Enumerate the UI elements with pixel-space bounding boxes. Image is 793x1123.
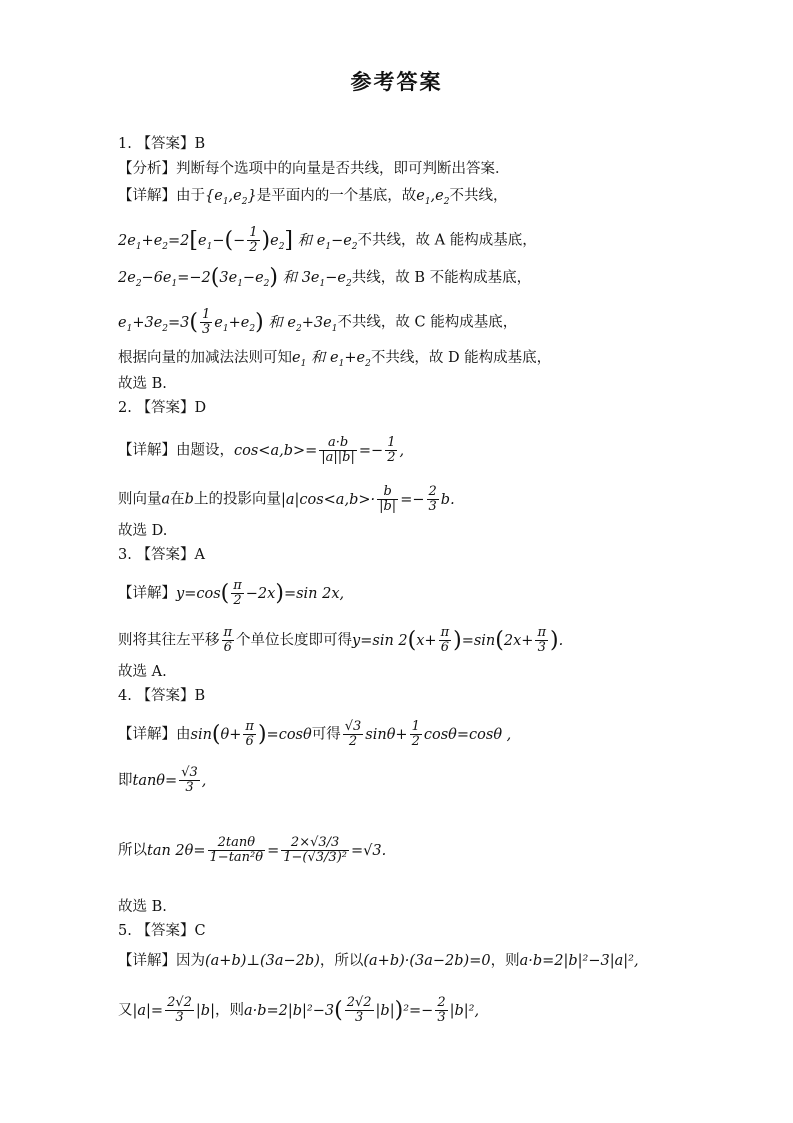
q4-tan-math: tanθ= $\frac{√3}{3}$ , [132,765,207,795]
vec-a: a [161,491,171,508]
q1-b-math: $2e_2-6e_1=-2(3e_1-e_2)$ 和 $3e_1-e_2$ [118,265,352,290]
q3-shift-text-1: 则将其往左平移 [118,632,220,649]
q1-c-math: $e_1+3e_2=3$( $\frac{1}{3}$ $e_1+e_2$) 和 $e_2+3e_1$ [118,307,338,337]
q4-detail-text-1: 由 [176,726,191,743]
q1-d-text-1: 根据向量的加减法法则可知 [118,350,292,366]
q5-detail-text-1: 因为 [176,953,205,969]
q2-cos-math: cos<a,b>= $\frac{a\cdot b}{|a||b|}$ =− $\frac{1}{2}$ , [234,435,405,465]
q1-a-text: 不共线，故 A 能构成基底， [357,232,537,249]
q1-detail-text-3: 不共线， [449,188,508,204]
q1-a-math: $2e_1+e_2=2[e_1-(-$ $\frac{1}{2}$ )$e_2$] 和 $e_1-e_2$ [118,225,358,255]
q4-sin-math: sin(θ+ $\frac{\pi}{6}$ )=cosθ [190,719,312,749]
q1-answer: 1. 【答案】B [118,136,206,152]
q4-detail [118,720,511,749]
q3-shift [118,626,563,655]
q2-pick: 故选 D. [118,523,168,539]
q1-option-d [118,348,551,374]
q1-detail-text-1: 由于 [176,188,205,204]
vec-b: b [184,491,194,508]
q5-more [118,996,479,1025]
q3-pick: 故选 A. [118,664,167,680]
q2-projection [118,485,455,514]
basis-set: $\{e_1,e_2\}$ [205,188,257,207]
q2-answer: 2. 【答案】D [118,400,207,416]
q4-pick: 故选 B. [118,899,167,915]
q2-proj-math: |a|cos<a,b>· $\frac{b}{|b|}$ =− $\frac{2}{3}$ b. [280,484,455,514]
basis-vectors: $e_1,e_2$ [416,188,450,207]
q2-proj-text-1: 则向量 [118,491,162,508]
q1-analysis: 【分析】判断每个选项中的向量是否共线，即可判断出答案． [118,161,510,177]
q5-ab-math: a·b=2|b|²−3|a|², [519,953,639,969]
q3-shift-text-2: 个单位长度即可得 [236,632,353,649]
q1-detail-text-2: 是平面内的一个基底，故 [256,188,417,204]
q1-c-text: 不共线，故 C 能构成基底， [337,314,518,331]
detail-tag: 【详解】 [118,442,176,459]
q2-detail-text: 由题设， [176,442,234,459]
q1-b-text: 共线，故 B 不能构成基底， [351,270,532,286]
q5-result-math: a·b=2|b|²−3( $\frac{2√2}{3}$ |b|)²=− $\frac{2}{3}$ |b|², [243,995,480,1025]
q4-answer: 4. 【答案】B [118,688,206,704]
q5-detail-text-2: ，所以 [319,953,364,969]
q1-option-b [118,265,532,294]
q5-detail [118,951,639,971]
q1-option-a [118,226,537,256]
q1-option-c [118,308,517,338]
q2-proj-text-2: 在 [170,491,185,508]
detail-tag: 【详解】 [118,188,176,204]
q1-d-text-2: 不共线，故 D 能构成基底， [370,350,552,366]
page-title: 参考答案 [350,69,443,94]
detail-tag: 【详解】 [118,953,176,969]
q5-perp-math: (a+b)⊥(3a−2b) [205,953,320,969]
q3-shift-math: y=sin 2(x+ $\frac{\pi}{6}$ )=sin(2x+ $\frac{\pi}{3}$ ). [352,625,564,655]
q3-detail-math: y=cos( $\frac{\pi}{2}$ −2x)=sin 2x, [176,578,345,608]
q1-d-math: $e_1$ 和 $e_1+e_2$ [292,350,371,369]
q2-proj-text-3: 上的投影向量 [193,491,281,508]
q4-detail-text-2: 可得 [311,726,341,743]
q4-tan [118,766,206,795]
q4-tan2-math: tan 2θ= $\frac{2\tan\theta}{\text{1−tan²θ}}$ = $\frac{2\times√3/3}{\text{1−(√3/3)²}}$ =√3. [147,835,387,865]
q5-detail-text-3: ，则 [490,953,520,969]
q4-tan2 [118,836,386,865]
q5-answer: 5. 【答案】C [118,923,206,939]
q4-eq-math: $\frac{√3}{2}$ sinθ+ $\frac{1}{2}$ cosθ=cosθ , [344,719,512,749]
q5-mag-math: |a|= $\frac{2√2}{3}$ |b| [132,995,215,1025]
detail-tag: 【详解】 [118,585,176,602]
detail-tag: 【详解】 [118,726,176,743]
q5-you-text: 又 [118,1002,133,1019]
q3-shift-frac: $\frac{\pi}{6}$ [223,625,233,655]
q4-suoyi-text: 所以 [118,842,147,859]
q5-ze-text: ，则 [214,1002,244,1019]
q5-dot-math: (a+b)·(3a−2b)=0 [363,953,491,969]
q3-answer: 3. 【答案】A [118,547,205,563]
q2-detail [118,436,404,465]
q4-ji-text: 即 [118,772,133,789]
q1-pick: 故选 B. [118,376,167,392]
q1-detail [118,186,507,212]
q3-detail [118,579,344,608]
